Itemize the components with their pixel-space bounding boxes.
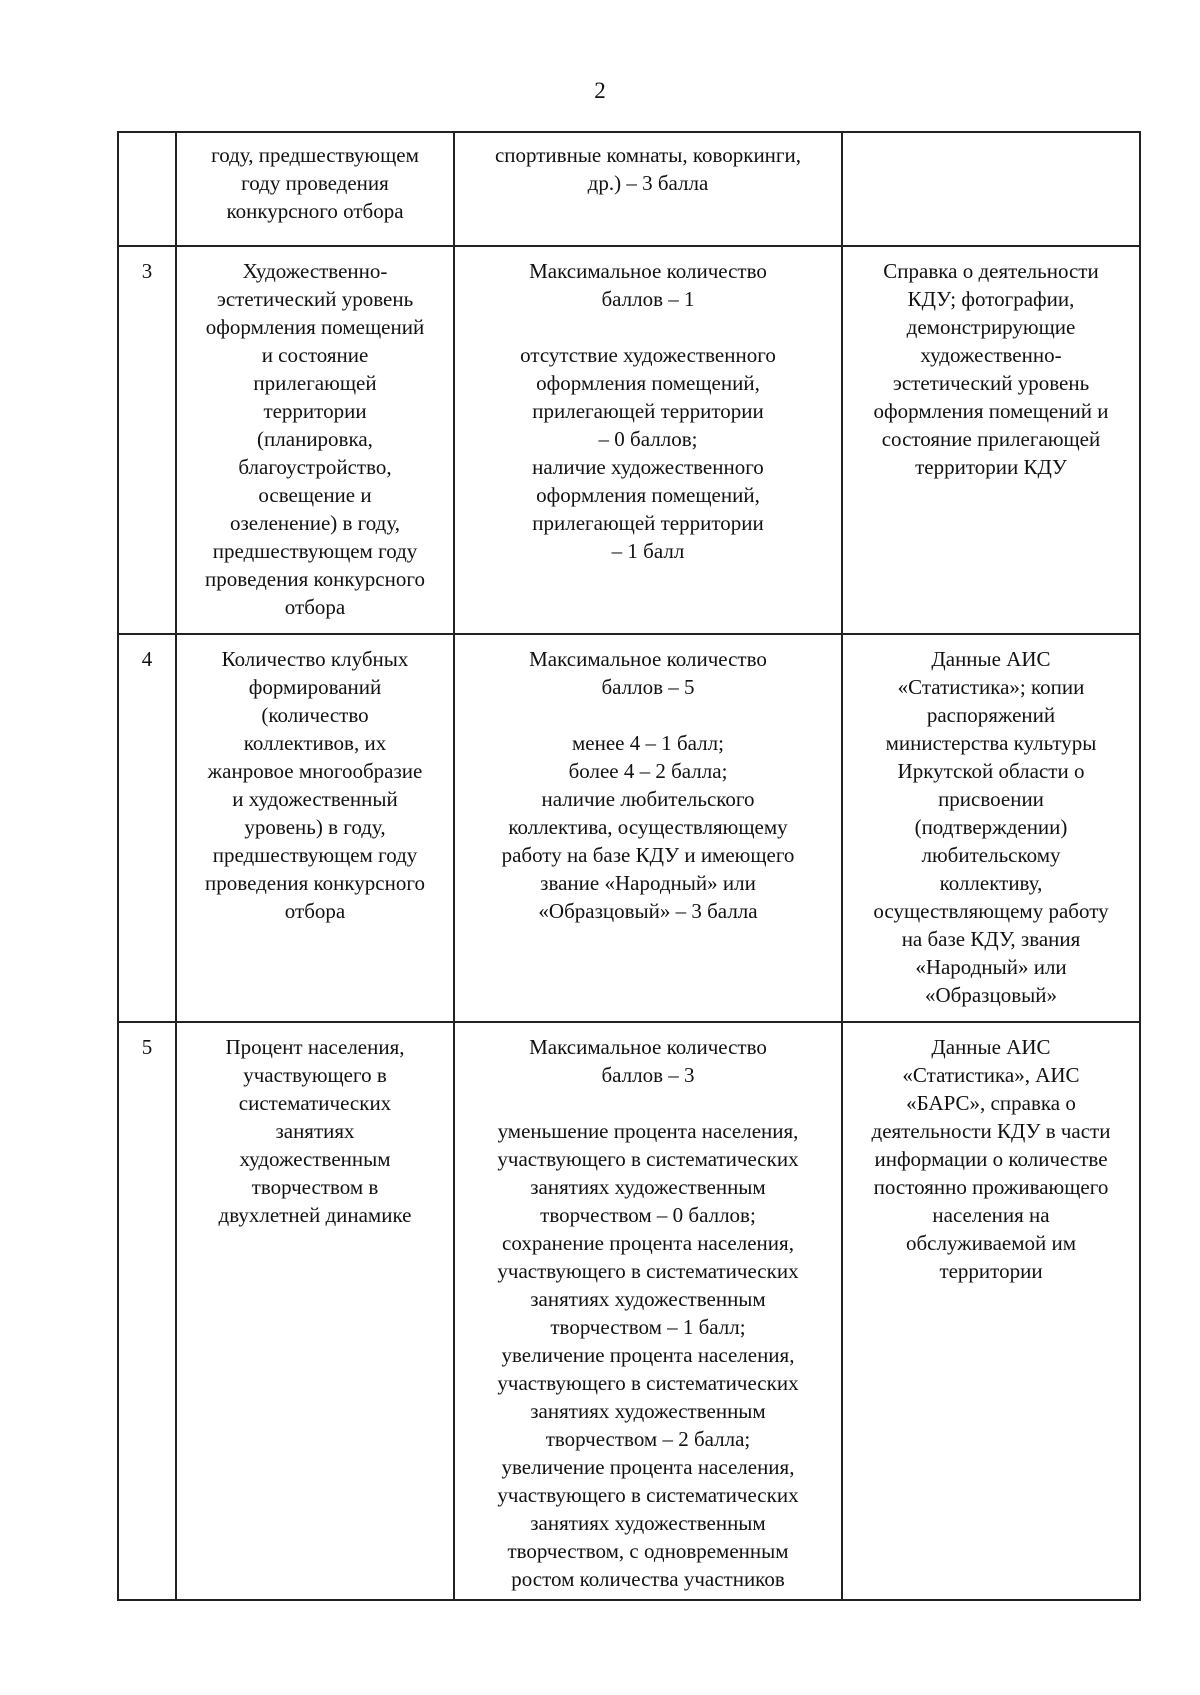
cell-text-line: участвующего в: [243, 1063, 387, 1087]
cell-text-line: ростом количества участников: [511, 1567, 785, 1591]
cell-text-line: проведения конкурсного: [205, 871, 425, 895]
cell-text-line: проведения конкурсного: [205, 567, 425, 591]
cell-text-line: жанровое многообразие: [207, 759, 423, 783]
cell-text-line: сохранение процента населения,: [502, 1231, 794, 1255]
cell-text-line: Данные АИС: [931, 647, 1051, 671]
row-number: 4: [141, 647, 153, 671]
cell-text-line: наличие любительского: [541, 787, 755, 811]
cell-text-line: состояние прилегающей: [881, 427, 1101, 451]
cell-text-line: (планировка,: [257, 427, 373, 451]
paragraph-gap: [461, 313, 835, 341]
cell-text-line: двухлетней динамике: [218, 1203, 412, 1227]
cell-text-line: «Статистика»; копии: [897, 675, 1085, 699]
cell-text-line: Художественно-: [242, 259, 388, 283]
table-row: [118, 132, 1140, 246]
source-cell: [842, 634, 1140, 1022]
cell-text-line: прилегающей территории: [532, 399, 764, 423]
cell-text-line: наличие художественного: [532, 455, 764, 479]
cell-text-line: творчеством в: [251, 1175, 379, 1199]
paragraph-gap: [461, 701, 835, 729]
cell-text-line: обслуживаемой им: [905, 1231, 1077, 1255]
cell-text-line: оформления помещений,: [536, 371, 760, 395]
cell-text-line: баллов – 5: [601, 675, 695, 699]
cell-text-line: творчеством – 2 балла;: [545, 1427, 751, 1451]
row-number-cell: [118, 246, 176, 634]
cell-text-line: работу на базе КДУ и имеющего: [501, 843, 795, 867]
cell-text-line: «Народный» или: [915, 955, 1067, 979]
cell-text-line: занятиях: [275, 1119, 355, 1143]
cell-text-line: Максимальное количество: [529, 259, 767, 283]
cell-text-line: Процент населения,: [225, 1035, 405, 1059]
table-row: [118, 634, 1140, 1022]
cell-text-line: баллов – 1: [601, 287, 695, 311]
cell-text-line: участвующего в систематических: [497, 1147, 799, 1171]
cell-text-line: Максимальное количество: [529, 1035, 767, 1059]
cell-text-line: увеличение процента населения,: [501, 1343, 795, 1367]
cell-text-line: участвующего в систематических: [497, 1483, 799, 1507]
cell-text-line: распоряжений: [926, 703, 1056, 727]
cell-text-line: отсутствие художественного: [520, 343, 776, 367]
cell-text-line: Данные АИС: [931, 1035, 1051, 1059]
cell-text-line: присвоении: [938, 787, 1044, 811]
row-number-cell: [118, 1022, 176, 1600]
cell-text-line: формирований: [248, 675, 382, 699]
cell-text-line: оформления помещений,: [536, 483, 760, 507]
source-cell: [842, 1022, 1140, 1600]
cell-text-line: деятельности КДУ в части: [871, 1119, 1111, 1143]
cell-text-line: демонстрирующие: [906, 315, 1076, 339]
cell-text-line: художественно-: [920, 343, 1062, 367]
cell-text-line: благоустройство,: [238, 455, 392, 479]
score-cell: [454, 132, 842, 246]
cell-text-line: министерства культуры: [885, 731, 1097, 755]
score-cell: [454, 1022, 842, 1600]
cell-text-line: уровень) в году,: [244, 815, 386, 839]
cell-text-line: на базе КДУ, звания: [901, 927, 1081, 951]
criterion-cell: [176, 246, 454, 634]
row-number: 3: [141, 259, 153, 283]
cell-text-line: участвующего в систематических: [497, 1259, 799, 1283]
score-cell: [454, 634, 842, 1022]
cell-text-line: осуществляющему работу: [873, 899, 1109, 923]
cell-text-line: «Статистика», АИС: [902, 1063, 1080, 1087]
cell-text-line: эстетический уровень: [892, 371, 1090, 395]
cell-text-line: Максимальное количество: [529, 647, 767, 671]
cell-text-line: информации о количестве: [874, 1147, 1108, 1171]
page-number: 2: [594, 78, 606, 103]
cell-text-line: предшествующем году: [212, 539, 418, 563]
cell-text-line: населения на: [932, 1203, 1050, 1227]
cell-text-line: коллектива, осуществляющему: [508, 815, 788, 839]
cell-text-line: коллективов, их: [243, 731, 387, 755]
cell-text-line: «БАРС», справка о: [906, 1091, 1076, 1115]
cell-text-line: – 1 балл: [611, 539, 685, 563]
criterion-cell: [176, 1022, 454, 1600]
cell-text-line: и состояние: [261, 343, 369, 367]
cell-text-line: отбора: [284, 595, 346, 619]
cell-text-line: году, предшествующем: [211, 143, 419, 167]
cell-text-line: систематических: [238, 1091, 392, 1115]
cell-text-line: творчеством – 0 баллов;: [540, 1203, 756, 1227]
cell-text-line: оформления помещений: [205, 315, 425, 339]
cell-text-line: прилегающей территории: [532, 511, 764, 535]
source-cell: [842, 132, 1140, 246]
cell-text-line: творчеством, с одновременным: [507, 1539, 789, 1563]
criterion-cell: [176, 634, 454, 1022]
cell-text-line: КДУ; фотографии,: [907, 287, 1075, 311]
cell-text-line: (подтверждении): [914, 815, 1068, 839]
cell-text-line: эстетический уровень: [216, 287, 414, 311]
cell-text-line: баллов – 3: [601, 1063, 695, 1087]
cell-text-line: занятиях художественным: [530, 1511, 766, 1535]
paragraph-gap: [461, 1089, 835, 1117]
cell-text-line: озеленение) в году,: [230, 511, 400, 535]
cell-text-line: оформления помещений и: [873, 399, 1109, 423]
cell-text-line: «Образцовый»: [925, 983, 1057, 1007]
row-number-cell: [118, 132, 176, 246]
cell-text-line: предшествующем году: [212, 843, 418, 867]
cell-text-line: спортивные комнаты, коворкинги,: [494, 143, 802, 167]
cell-text-line: художественным: [239, 1147, 391, 1171]
cell-text-line: Количество клубных: [221, 647, 409, 671]
cell-text-line: территории: [939, 1259, 1043, 1283]
cell-text-line: др.) – 3 балла: [587, 171, 709, 195]
cell-text-line: Справка о деятельности: [883, 259, 1099, 283]
cell-text-line: любительскому: [921, 843, 1061, 867]
row-number-cell: [118, 634, 176, 1022]
cell-text-line: более 4 – 2 балла;: [568, 759, 728, 783]
cell-text-line: Иркутской области о: [897, 759, 1085, 783]
criteria-table: [117, 131, 1141, 1601]
row-number: 5: [141, 1035, 153, 1059]
cell-text-line: (количество: [261, 703, 369, 727]
cell-text-line: звание «Народный» или: [540, 871, 756, 895]
cell-text-line: уменьшение процента населения,: [497, 1119, 799, 1143]
score-cell: [454, 246, 842, 634]
cell-text-line: занятиях художественным: [530, 1287, 766, 1311]
cell-text-line: творчеством – 1 балл;: [550, 1315, 746, 1339]
cell-text-line: участвующего в систематических: [497, 1371, 799, 1395]
cell-text-line: отбора: [284, 899, 346, 923]
cell-text-line: территории: [263, 399, 367, 423]
table-row: [118, 246, 1140, 634]
cell-text-line: и художественный: [232, 787, 398, 811]
source-cell: [842, 246, 1140, 634]
cell-text-line: освещение и: [258, 483, 372, 507]
cell-text-line: территории КДУ: [915, 455, 1067, 479]
cell-text-line: менее 4 – 1 балл;: [572, 731, 724, 755]
table-row: [118, 1022, 1140, 1600]
cell-text-line: «Образцовый» – 3 балла: [538, 899, 758, 923]
cell-text-line: – 0 баллов;: [598, 427, 698, 451]
criterion-cell: [176, 132, 454, 246]
cell-text-line: занятиях художественным: [530, 1175, 766, 1199]
cell-text-line: коллективу,: [939, 871, 1043, 895]
cell-text-line: занятиях художественным: [530, 1399, 766, 1423]
cell-text-line: конкурсного отбора: [226, 199, 404, 223]
cell-text-line: году проведения: [241, 171, 389, 195]
cell-text-line: прилегающей: [253, 371, 377, 395]
cell-text-line: увеличение процента населения,: [501, 1455, 795, 1479]
cell-text-line: постоянно проживающего: [873, 1175, 1109, 1199]
